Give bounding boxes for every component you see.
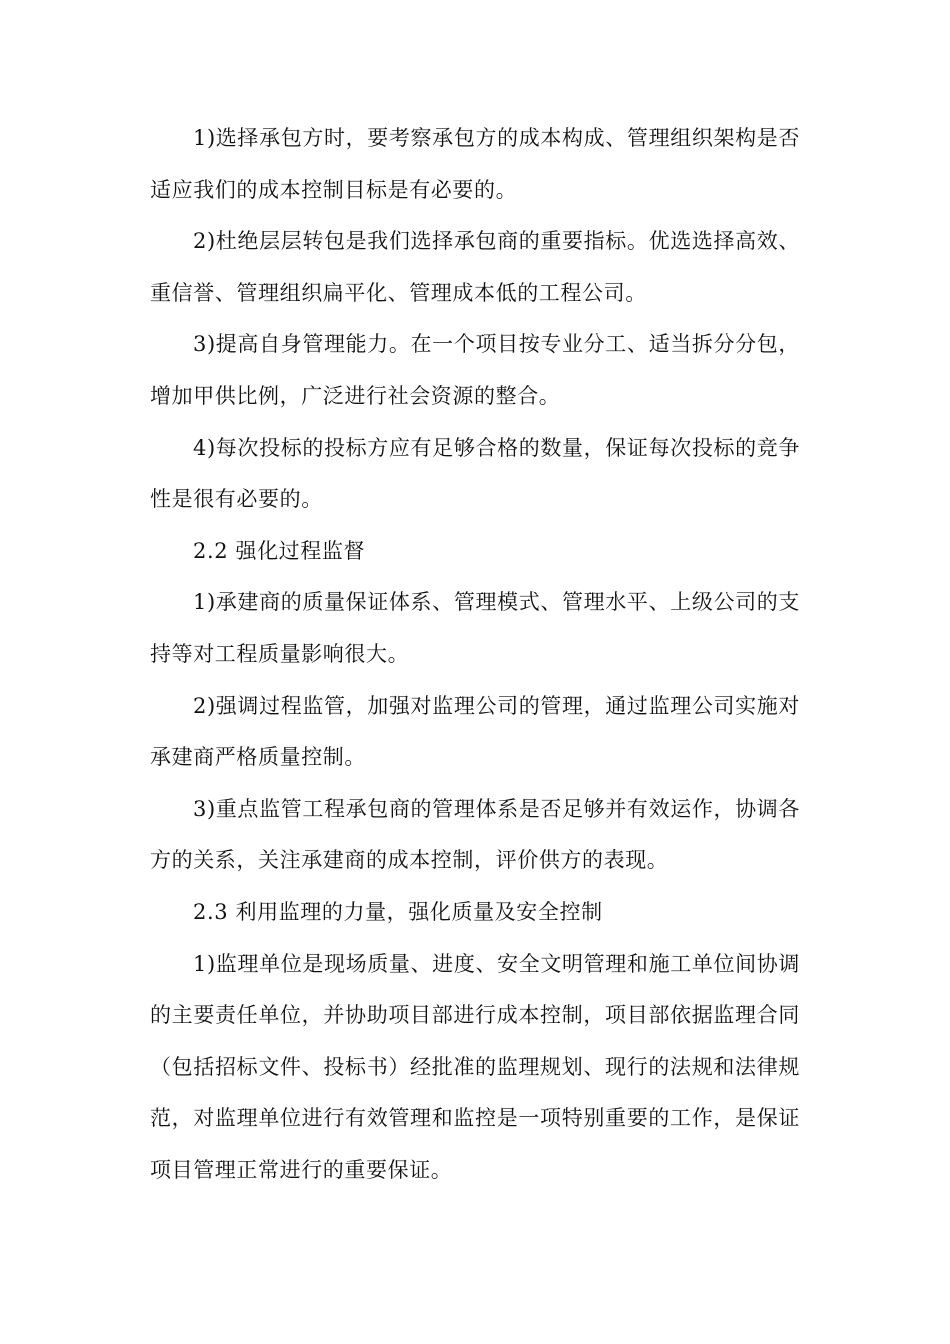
- paragraph-no-subcontracting: 2)杜绝层层转包是我们选择承包商的重要指标。优选选择高效、重信誉、管理组织扁平化、管理成本低的工程公司。: [150, 229, 800, 305]
- paragraph-management-system-oversight: 3)重点监管工程承包商的管理体系是否足够并有效运作，协调各方的关系，关注承建商的成本控制，评价供方的表现。: [150, 796, 800, 873]
- paragraph-supervision-unit: 1)监理单位是现场质量、进度、安全文明管理和施工单位间协调的主要责任单位，并协助项目部进行成本控制，项目部依据监理合同（包括招标文件、投标书）经批准的监理规划、现行的法规和法律规范，对监理单位进行有效管理和监控是一项特别重要的工作，是保证项目管理正常进行的重要保证。: [150, 951, 800, 1182]
- section-heading-2-2: 2.2 强化过程监督: [193, 538, 366, 563]
- paragraph-contractor-selection: 1)选择承包方时，要考察承包方的成本构成、管理组织架构是否适应我们的成本控制目标是有必要的。: [150, 126, 800, 202]
- section-heading-2-3: 2.3 利用监理的力量，强化质量及安全控制: [193, 899, 603, 924]
- paragraph-quality-system: 1)承建商的质量保证体系、管理模式、管理水平、上级公司的支持等对工程质量影响很大。: [150, 590, 800, 666]
- paragraph-bidding-competition: 4)每次投标的投标方应有足够合格的数量，保证每次投标的竞争性是很有必要的。: [150, 435, 800, 512]
- document-body: [150, 113, 800, 1196]
- paragraph-management-capability: 3)提高自身管理能力。在一个项目按专业分工、适当拆分分包，增加甲供比例，广泛进行社会资源的整合。: [150, 332, 800, 408]
- paragraph-process-supervision: 2)强调过程监管，加强对监理公司的管理，通过监理公司实施对承建商严格质量控制。: [150, 693, 800, 770]
